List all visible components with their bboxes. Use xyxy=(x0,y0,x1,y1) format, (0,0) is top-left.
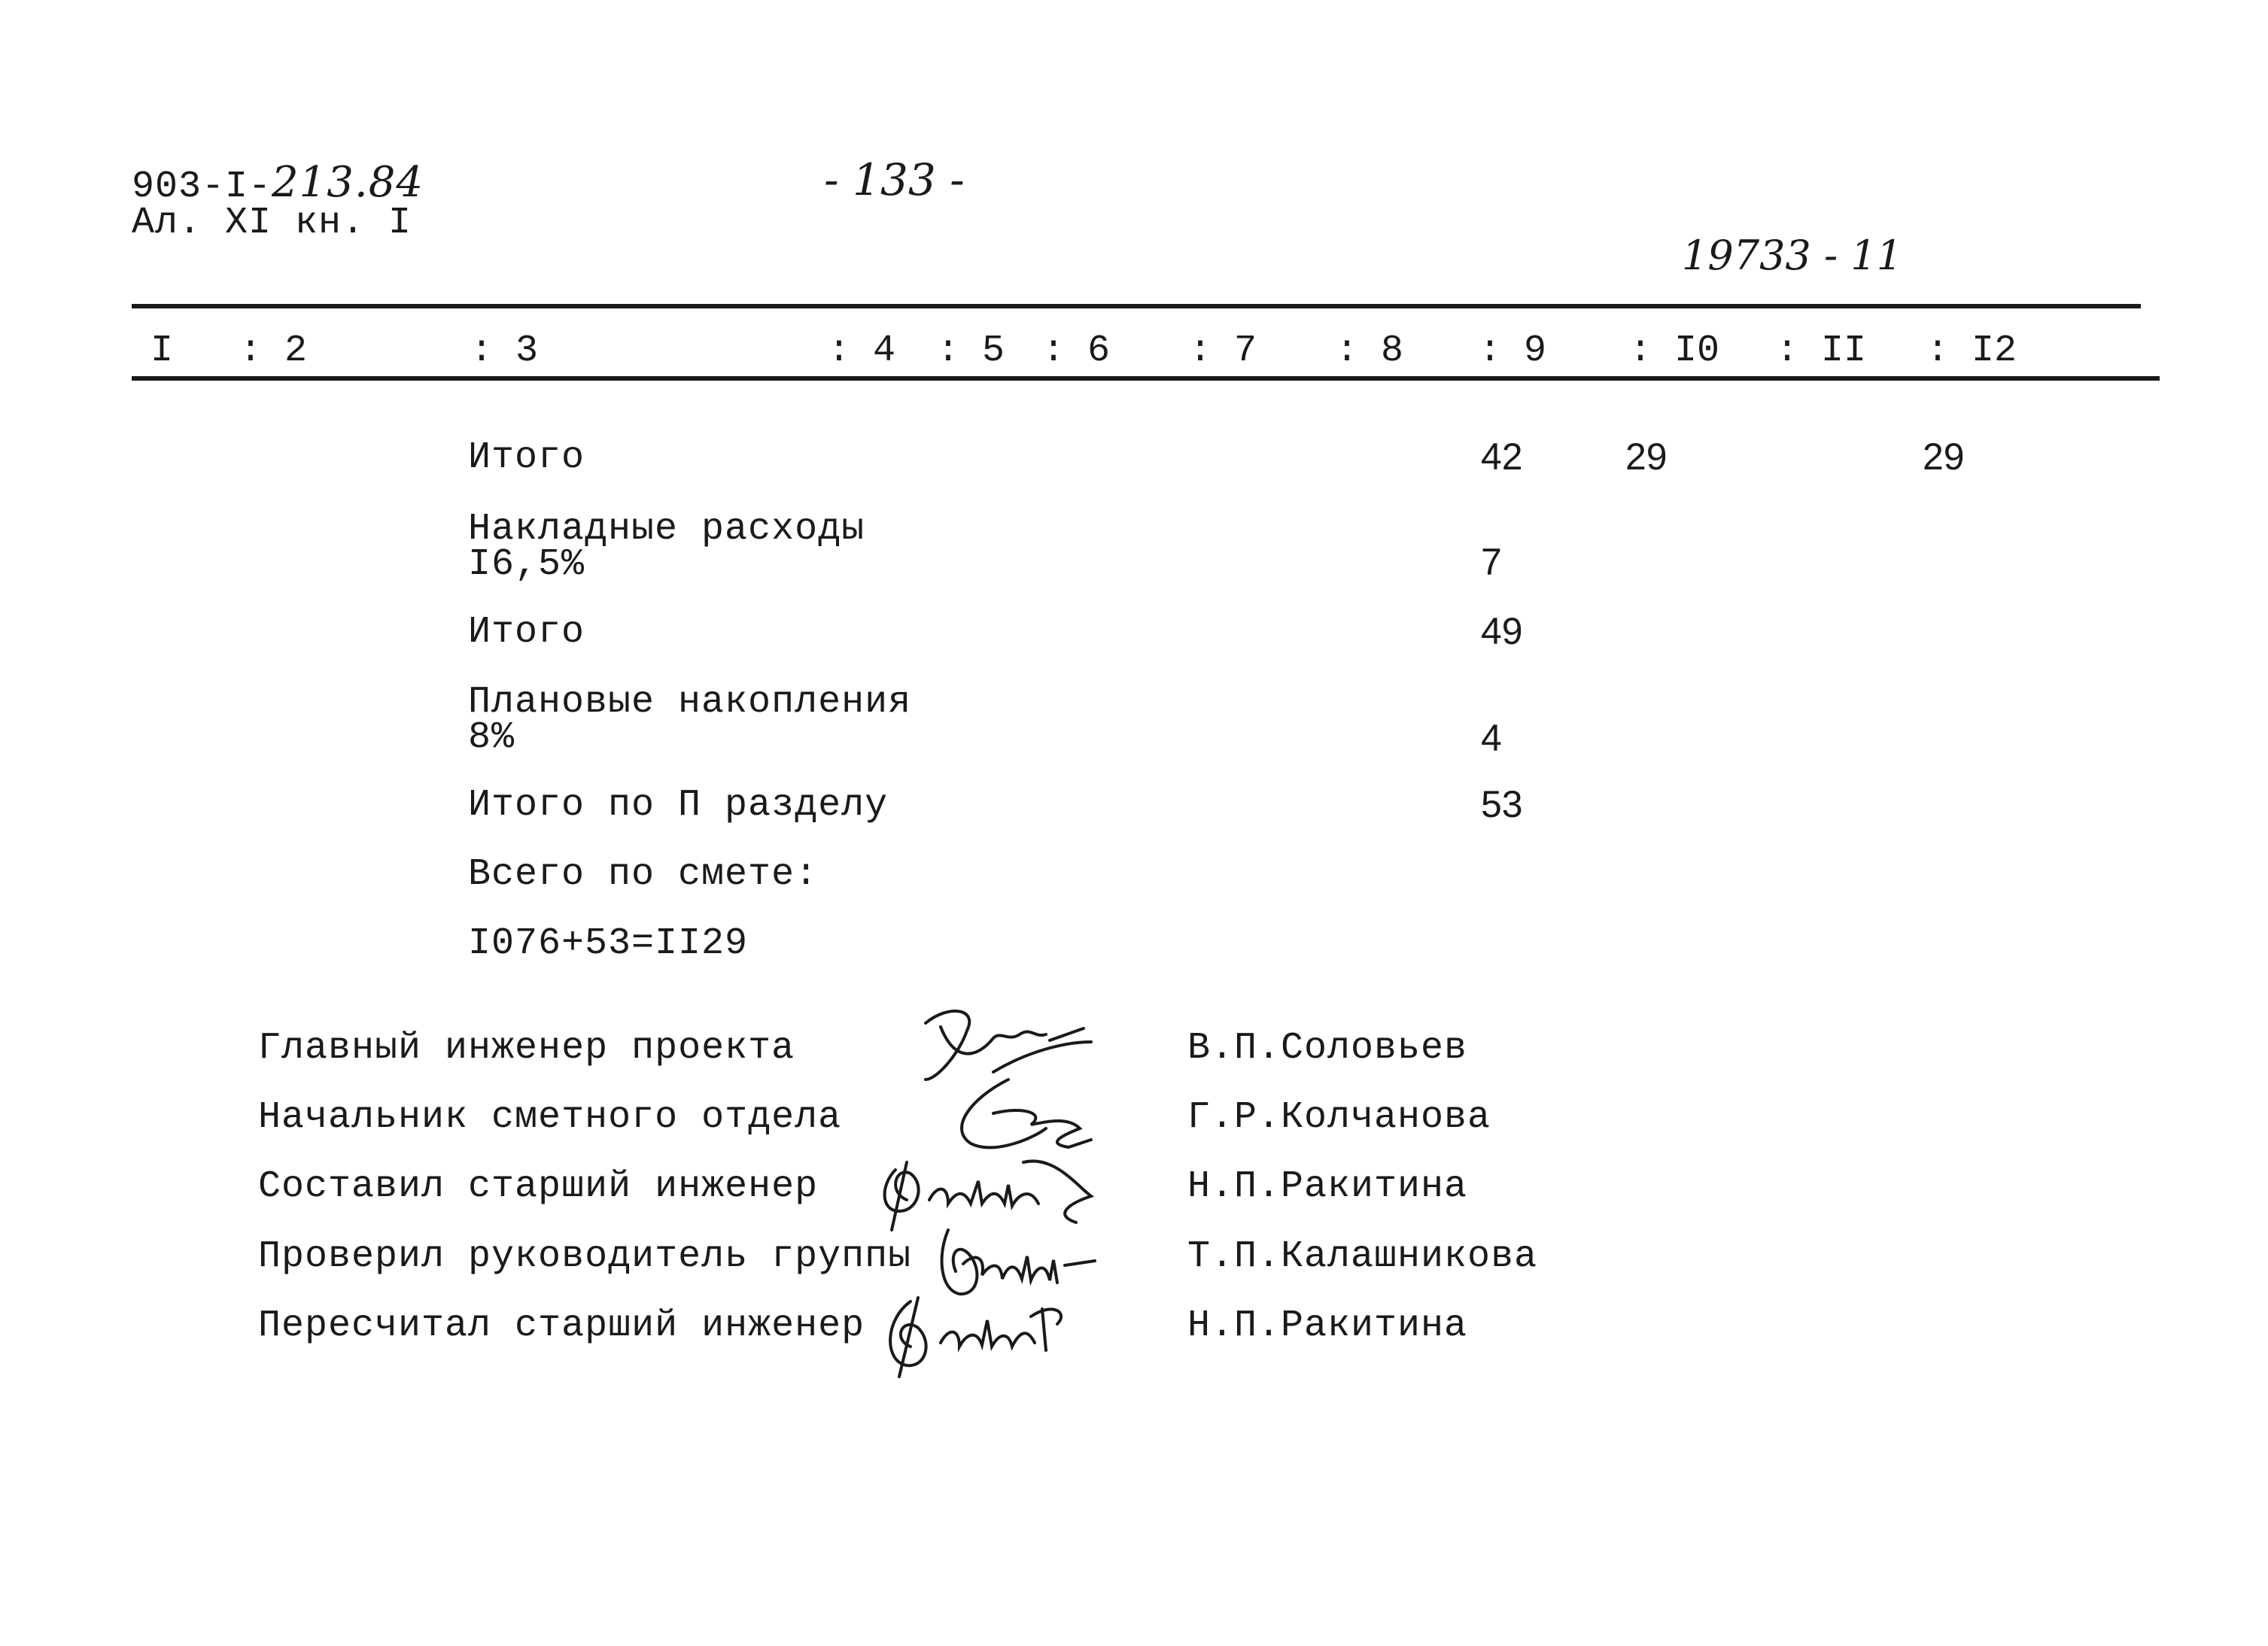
signature-role: Пересчитал старший инженер xyxy=(258,1304,865,1347)
bottom-rule xyxy=(132,376,2160,381)
document-code-handwritten: 213.84 xyxy=(272,158,424,207)
signature-name: Т.П.Калашникова xyxy=(1187,1235,1538,1278)
column-number: : 5 xyxy=(937,330,1005,372)
cell-col10: 29 xyxy=(1625,436,1668,478)
document-code xyxy=(132,158,424,208)
row-label: I076+53=II29 xyxy=(468,922,749,965)
cell-col9: 42 xyxy=(1481,436,1523,478)
album-line: Ал. XI кн. I xyxy=(132,202,412,244)
cell-col9: 53 xyxy=(1481,783,1523,825)
column-number: : 8 xyxy=(1336,330,1404,372)
row-label: Итого xyxy=(468,436,585,479)
column-number: : 4 xyxy=(828,330,896,372)
column-number: : 3 xyxy=(470,330,539,372)
column-number: : I0 xyxy=(1629,330,1720,372)
cell-col9: 7 xyxy=(1481,541,1502,583)
signature-name: Н.П.Ракитина xyxy=(1187,1304,1468,1347)
row-label: Плановые накопления xyxy=(468,681,912,724)
cell-col9: 4 xyxy=(1481,717,1502,759)
row-label: Всего по смете: xyxy=(468,853,819,896)
doc-number: 19733 - 11 xyxy=(1682,232,1903,279)
signature-name: Г.Р.Колчанова xyxy=(1187,1096,1491,1139)
row-label: Итого по П разделу xyxy=(468,784,889,827)
document-code-prefix: 903-I- xyxy=(132,166,272,208)
column-number: : I2 xyxy=(1926,330,2017,372)
row-label-sub: 8% xyxy=(468,716,515,759)
signature-role: Главный инженер проекта xyxy=(258,1027,795,1070)
column-number: : 6 xyxy=(1042,330,1111,372)
page-number: - 133 - xyxy=(824,154,965,205)
row-label-sub: I6,5% xyxy=(468,543,585,586)
signature-role: Проверил руководитель группы xyxy=(258,1235,912,1278)
row-label: Итого xyxy=(468,611,585,654)
signature-name: Н.П.Ракитина xyxy=(1187,1165,1468,1208)
column-number: I xyxy=(150,330,174,372)
column-number: : 2 xyxy=(239,330,308,372)
handwritten-signature xyxy=(865,1279,1091,1384)
signature-name: В.П.Соловьев xyxy=(1187,1027,1468,1070)
signature-role: Составил старший инженер xyxy=(258,1165,819,1208)
column-number: : 7 xyxy=(1189,330,1257,372)
column-number: : 9 xyxy=(1479,330,1547,372)
signature-role: Начальник сметного отдела xyxy=(258,1096,842,1139)
row-label: Накладные расходы xyxy=(468,508,865,551)
cell-col9: 49 xyxy=(1481,610,1523,652)
top-rule xyxy=(132,304,2141,308)
cell-col12: 29 xyxy=(1923,436,1965,478)
column-number: : II xyxy=(1776,330,1867,372)
